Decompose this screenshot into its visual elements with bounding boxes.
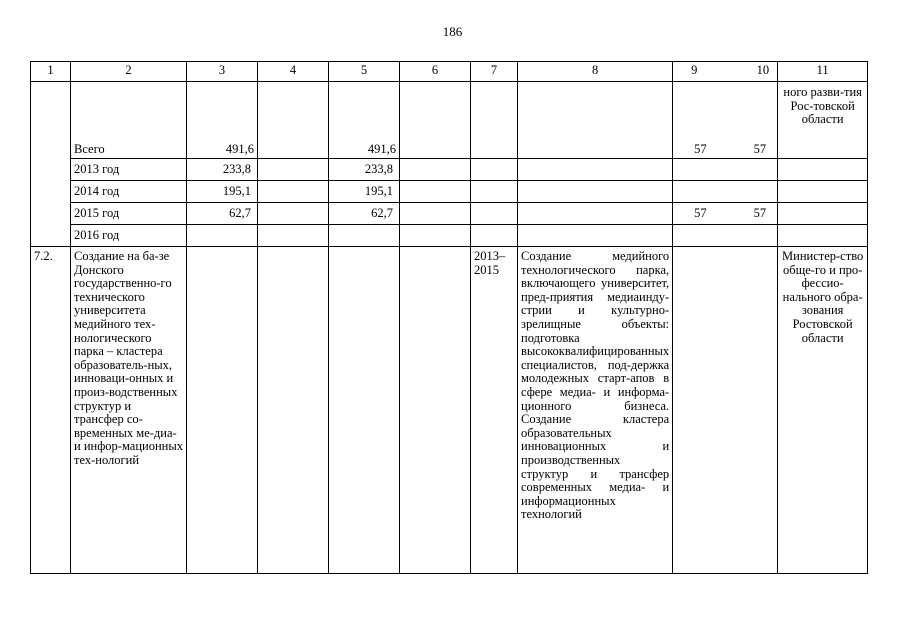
header-row: [31, 62, 868, 82]
cell-c7: [471, 82, 518, 159]
item-years: 2013–2015: [471, 247, 518, 574]
cell-c6: [400, 159, 471, 181]
cell-c7: [471, 181, 518, 203]
cell-c8: [518, 225, 673, 247]
col-header-2: 2: [71, 62, 187, 82]
cell-c5: 491,6: [329, 82, 400, 159]
cell-c3: 491,6: [187, 82, 258, 159]
cell-c10: 57: [753, 142, 767, 157]
col-header-6: 6: [400, 62, 471, 82]
cell-c6: [400, 203, 471, 225]
cell-c7: [471, 159, 518, 181]
cell-c4: [258, 247, 329, 574]
row-label: 2013 год: [71, 159, 187, 181]
cell-c5: 195,1: [329, 181, 400, 203]
cell-c4: [258, 82, 329, 159]
empty-number-cell: [31, 82, 71, 247]
row-label: 2015 год: [71, 203, 187, 225]
year-row-2014: [31, 181, 868, 203]
cell-c11: [778, 203, 868, 225]
cell-c6: [400, 82, 471, 159]
cell-c5: [329, 225, 400, 247]
cell-c4: [258, 159, 329, 181]
col-header-4: 4: [258, 62, 329, 82]
item-title: Создание на ба-зе Донского государственно-го технического университета медийного тех-нологического парка – кластера образователь-ных, инноваци-онных и произ-водственных структур и трансфер со-временных ме-диа- и инфор-мационных тех-нологий: [71, 247, 187, 574]
cell-c3: [187, 225, 258, 247]
cell-c5: [329, 247, 400, 574]
year-row-2016: [31, 225, 868, 247]
cell-c8: [518, 82, 673, 159]
col-header-5: 5: [329, 62, 400, 82]
total-row: [31, 82, 868, 159]
cell-c6: [400, 247, 471, 574]
year-row-2015: [31, 203, 868, 225]
cell-c3: 62,7: [187, 203, 258, 225]
col-header-9-10: [673, 62, 778, 82]
program-table: [30, 61, 868, 574]
cell-c9-10: [673, 203, 778, 225]
item-row-7-2: [31, 247, 868, 574]
cell-c9-10: [673, 247, 778, 574]
item-description: Создание медийного технологического парка, включающего университет, пред-приятия медиаинду-стрии и культурно-зрелищные объекты: подготовка высококвалифицированных специалистов, под-держка молодежных старт-апов в сфере медиа- и информа-ционного бизнеса. Создание кластера образовательных инновационных и производственных структур и трансфер современных медиа- и информационных технологий: [518, 247, 673, 574]
cell-c7: [471, 203, 518, 225]
cell-c4: [258, 225, 329, 247]
col-header-9: 9: [691, 63, 698, 77]
col-header-1: 1: [31, 62, 71, 82]
cell-c5: 62,7: [329, 203, 400, 225]
cell-c4: [258, 203, 329, 225]
col-header-11: 11: [778, 62, 868, 82]
cell-c8: [518, 203, 673, 225]
cell-c9: 57: [694, 205, 707, 220]
cell-c11: [778, 159, 868, 181]
cell-c9-10: [673, 225, 778, 247]
cell-c8: [518, 159, 673, 181]
cell-c9-10: [673, 181, 778, 203]
item-responsible: Министер-ство обще-го и про-фессио-нального обра-зования Ростовской области: [778, 247, 868, 574]
cell-c4: [258, 181, 329, 203]
cell-c11: [778, 181, 868, 203]
cell-c5: 233,8: [329, 159, 400, 181]
year-row-2013: [31, 159, 868, 181]
col-header-3: 3: [187, 62, 258, 82]
cell-c11: [778, 225, 868, 247]
row-label: Всего: [71, 82, 187, 159]
cell-c6: [400, 181, 471, 203]
cell-c3: 195,1: [187, 181, 258, 203]
cell-c8: [518, 181, 673, 203]
continued-org-cell: ного разви-тия Рос-товской области: [778, 82, 868, 159]
cell-c9: 57: [694, 142, 707, 157]
cell-c6: [400, 225, 471, 247]
page-number: 186: [442, 24, 463, 39]
col-header-8: 8: [518, 62, 673, 82]
cell-c3: 233,8: [187, 159, 258, 181]
cell-c9-10: [673, 82, 778, 159]
cell-c7: [471, 225, 518, 247]
row-label: 2016 год: [71, 225, 187, 247]
cell-c3: [187, 247, 258, 574]
col-header-7: 7: [471, 62, 518, 82]
row-label: 2014 год: [71, 181, 187, 203]
col-header-10: 10: [756, 63, 770, 77]
item-number: 7.2.: [31, 247, 71, 574]
cell-c10: 57: [753, 205, 767, 220]
cell-c9-10: [673, 159, 778, 181]
